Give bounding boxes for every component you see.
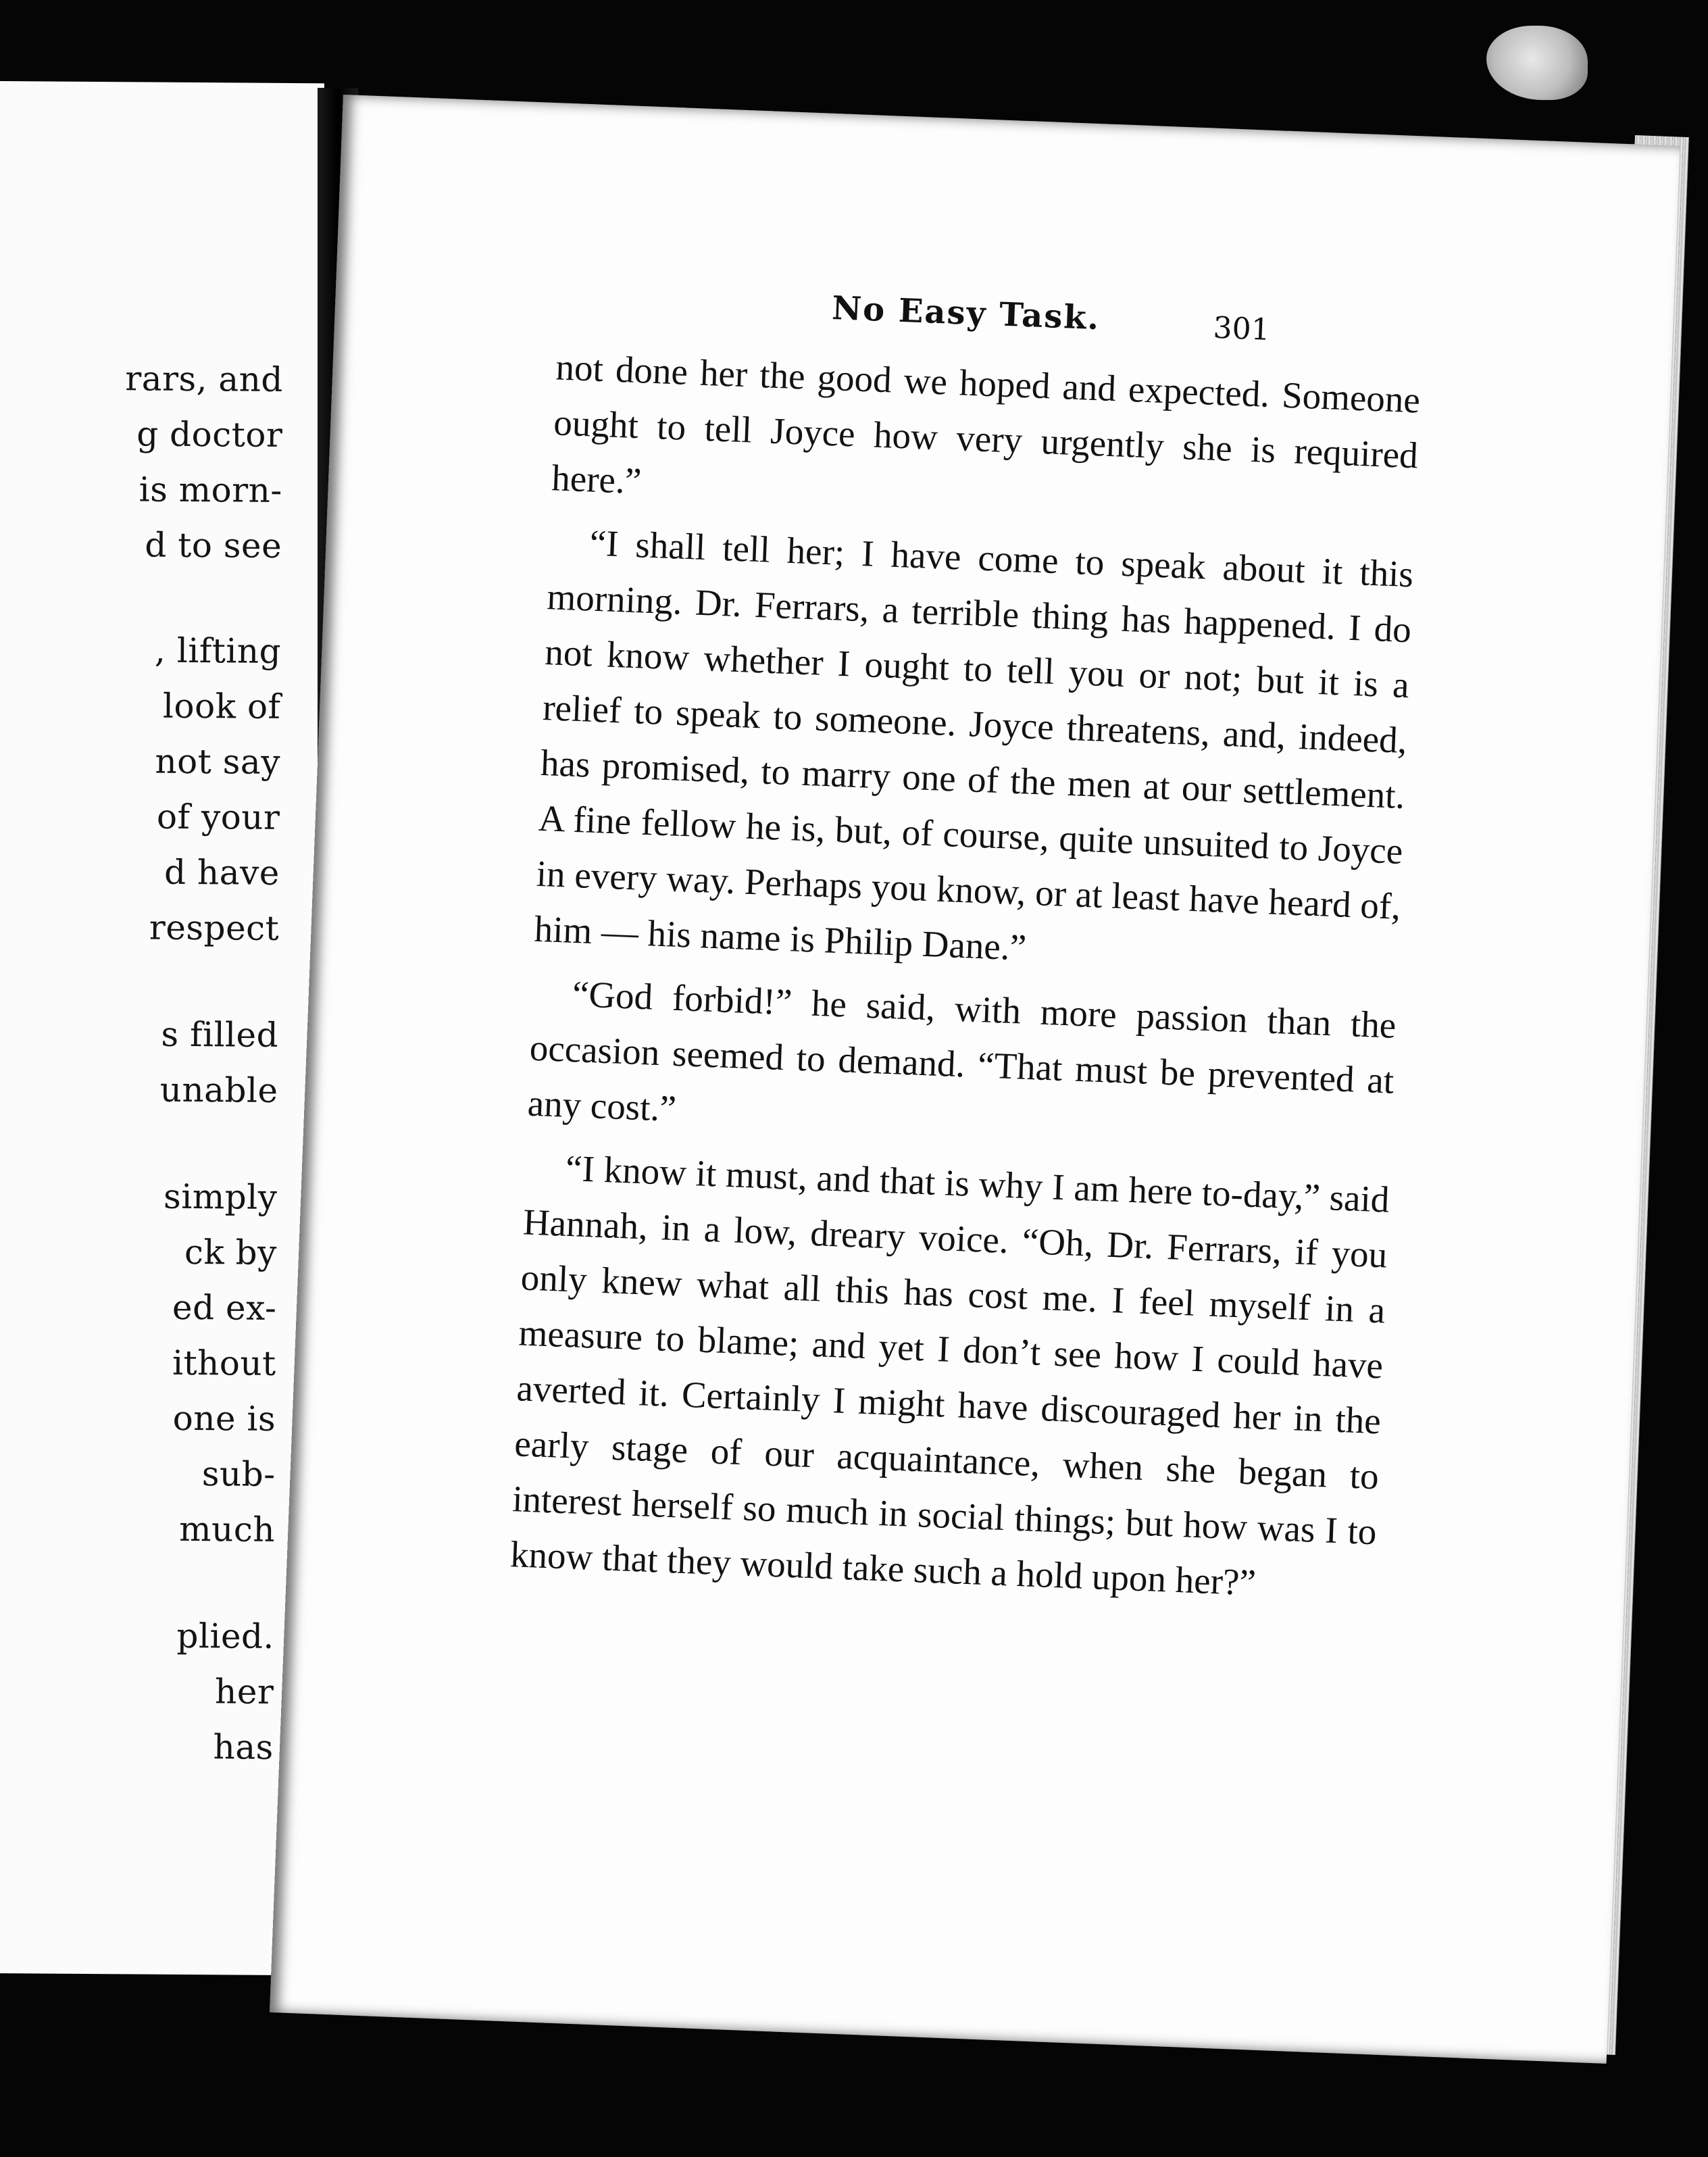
- left-page-line: respect: [149, 908, 280, 948]
- paragraph: “I shall tell her; I have come to speak about it this morning. Dr. Ferrars, a terrible thing has happened. I do not know whether I ought to tell you or not; but it is a relief to speak to someone. Joyce threatens, and, indeed, has promised, to marry one of the men at our settlement. A fine fellow he is, but, of course, quite unsuited to Joyce in every way. Perhaps you know, or at least have heard of, him — his name is Philip Dane.”: [533, 522, 1415, 968]
- left-page-line: has: [213, 1727, 274, 1767]
- left-page-line: one is: [172, 1398, 276, 1439]
- body-text: [509, 339, 1422, 1615]
- paper-stain: [1486, 26, 1588, 100]
- left-page-line: much: [179, 1509, 276, 1549]
- left-page-line: g doctor: [136, 414, 283, 455]
- left-page-line: of your: [156, 797, 280, 837]
- paragraph: “God forbid!” he said, with more passion than the occasion seemed to demand. “That must be prevented at any cost.”: [526, 973, 1397, 1129]
- left-page-line: is morn-: [139, 470, 282, 510]
- left-page-line: s filled: [161, 1014, 279, 1055]
- left-page-line: plied.: [176, 1616, 275, 1656]
- left-page-line: sub-: [201, 1454, 276, 1494]
- left-page-line: not say: [155, 741, 281, 782]
- page-number: 301: [1212, 310, 1271, 347]
- left-page-line: simply: [163, 1176, 278, 1217]
- left-page-line: ck by: [184, 1232, 278, 1272]
- left-page: [0, 81, 324, 1975]
- left-page-line: rars, and: [125, 359, 284, 399]
- left-page-line: , lifting: [154, 630, 282, 671]
- paragraph: “I know it must, and that is why I am here to-day,” said Hannah, in a low, dreary voice. “Oh, Dr. Ferrars, if you only knew what all this has cost me. I feel myself in a measure to blame; and yet I don’t see how I could have averted it. Certainly I might have discouraged her in the early stage of our acquaintance, when she began to interest herself so much in social things; but how was I to know that they would take such a hold upon her?”: [509, 1147, 1390, 1604]
- left-page-line: her: [214, 1672, 274, 1712]
- paragraph: not done her the good we hoped and expected. Someone ought to tell Joyce how very urgently she is required here.”: [551, 346, 1421, 502]
- left-page-line: ed ex-: [172, 1287, 277, 1328]
- left-page-line: unable: [159, 1070, 278, 1110]
- left-page-line: d have: [164, 852, 280, 893]
- right-page: [270, 95, 1680, 2064]
- left-page-line: d to see: [145, 525, 282, 566]
- running-head: No Easy Task.: [831, 289, 1101, 338]
- left-page-line: ithout: [172, 1343, 276, 1383]
- left-page-line: look of: [162, 686, 281, 726]
